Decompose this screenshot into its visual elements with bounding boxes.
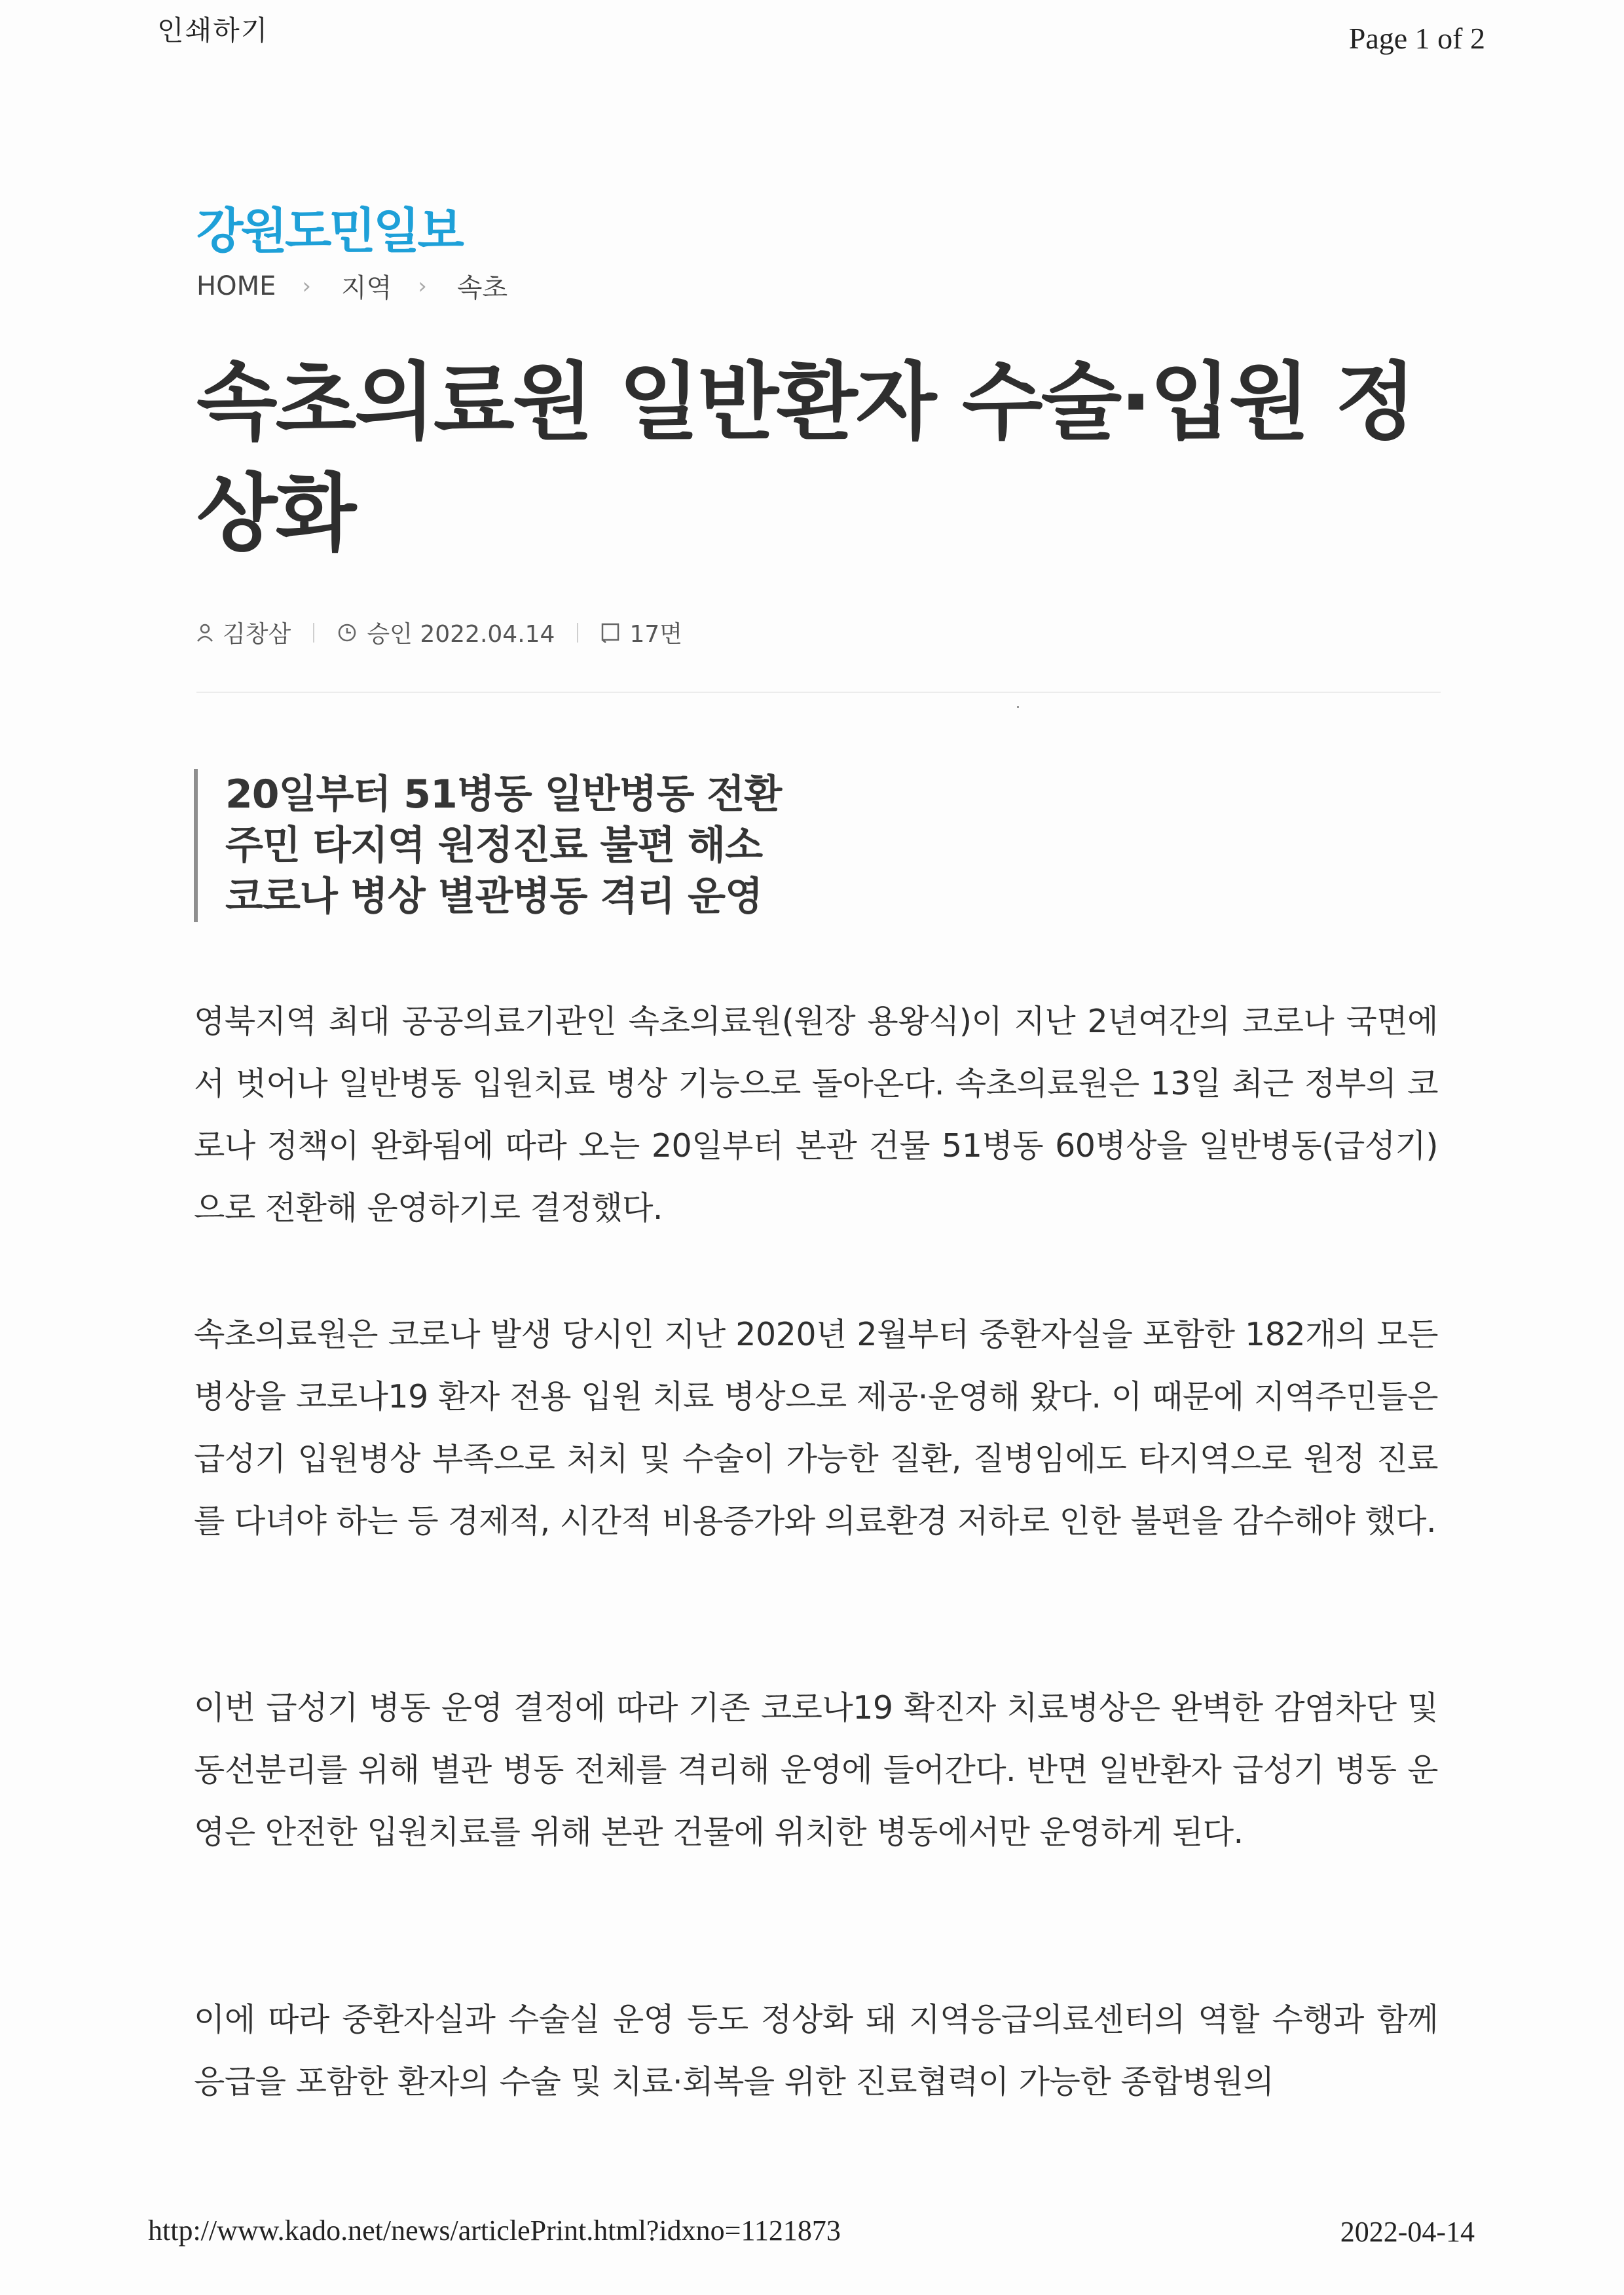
newspaper-page-icon xyxy=(600,622,620,643)
approval-text: 승인 2022.04.14 xyxy=(367,621,555,648)
print-link[interactable]: 인쇄하기 xyxy=(157,14,269,47)
print-date: 2022-04-14 xyxy=(1340,2216,1475,2248)
paragraph-text: 영북지역 최대 공공의료기관인 속초의료원(원장 용왕식)이 지난 2년여간의 코로나 국면에서 벗어나 일반병동 입원치료 병상 기능으로 돌아온다. 속초의료원은 13일 최근 정부의 코로나 정책이 완화됨에 따라 오는 20일부터 본관 건물 51병동 60병상을 일반병동(급성기)으로 전환해 운영하기로 결정했다. xyxy=(194,1003,1438,1227)
meta-divider xyxy=(577,623,578,643)
chevron-right-icon: › xyxy=(302,272,311,299)
article-paragraph xyxy=(194,1677,1438,1863)
author-name: 김창삼 xyxy=(223,621,291,648)
subhead: 20일부터 51병동 일반병동 전환 xyxy=(225,772,782,817)
site-logo[interactable]: 강원도민일보 xyxy=(196,203,462,259)
chevron-right-icon: › xyxy=(418,272,427,299)
breadcrumb xyxy=(196,267,507,305)
clock-icon xyxy=(337,622,358,643)
breadcrumb-home[interactable]: HOME xyxy=(196,271,276,301)
subhead: 코로나 병상 별관병동 격리 운영 xyxy=(225,874,763,920)
person-icon xyxy=(196,623,213,643)
paragraph-text: 이번 급성기 병동 운영 결정에 따라 기존 코로나19 확진자 치료병상은 완벽한 감염차단 및 동선분리를 위해 별관 병동 전체를 격리해 운영에 들어간다. 반면 일반환자 급성기 병동 운영은 안전한 입원치료를 위해 본관 건물에 위치한 병동에서만 운영하게 된다. xyxy=(194,1689,1438,1851)
page-count: Page 1 of 2 xyxy=(1348,22,1485,55)
breadcrumb-region[interactable]: 지역 xyxy=(341,273,392,303)
scan-speck xyxy=(1017,706,1019,708)
meta-divider-line xyxy=(196,692,1441,693)
author xyxy=(196,616,291,649)
approval-date xyxy=(337,616,555,649)
article-headline: 속초의료원 일반환자 수술·입원 정상화 xyxy=(196,354,1414,563)
paragraph-text: 속초의료원은 코로나 발생 당시인 지난 2020년 2월부터 중환자실을 포함한 182개의 모든 병상을 코로나19 환자 전용 입원 치료 병상으로 제공·운영해 왔다. 이 때문에 지역주민들은 급성기 입원병상 부족으로 처치 및 수술이 가능한 질환, 질병임에도 타지역으로 원정 진료를 다녀야 하는 등 경제적, 시간적 비용증가와 의료환경 저하로 인한 불편을 감수해야 했다. xyxy=(194,1316,1438,1540)
print-url: http://www.kado.net/news/articlePrint.html?idxno=1121873 xyxy=(148,2214,841,2247)
article-paragraph xyxy=(194,990,1438,1239)
breadcrumb-sokcho[interactable]: 속초 xyxy=(456,273,508,303)
article-paragraph xyxy=(194,1303,1438,1552)
page-section xyxy=(600,616,682,649)
meta-divider xyxy=(313,623,314,643)
article-subheads xyxy=(194,769,781,922)
page-section-text: 17면 xyxy=(629,621,683,648)
subhead: 주민 타지역 원정진료 불편 해소 xyxy=(225,823,763,868)
article-paragraph xyxy=(194,1988,1438,2113)
paragraph-text: 이에 따라 중환자실과 수술실 운영 등도 정상화 돼 지역응급의료센터의 역할 수행과 함께 응급을 포함한 환자의 수술 및 치료·회복을 위한 진료협력이 가능한 종합병원의 xyxy=(194,2001,1438,2100)
article-meta xyxy=(196,616,682,649)
